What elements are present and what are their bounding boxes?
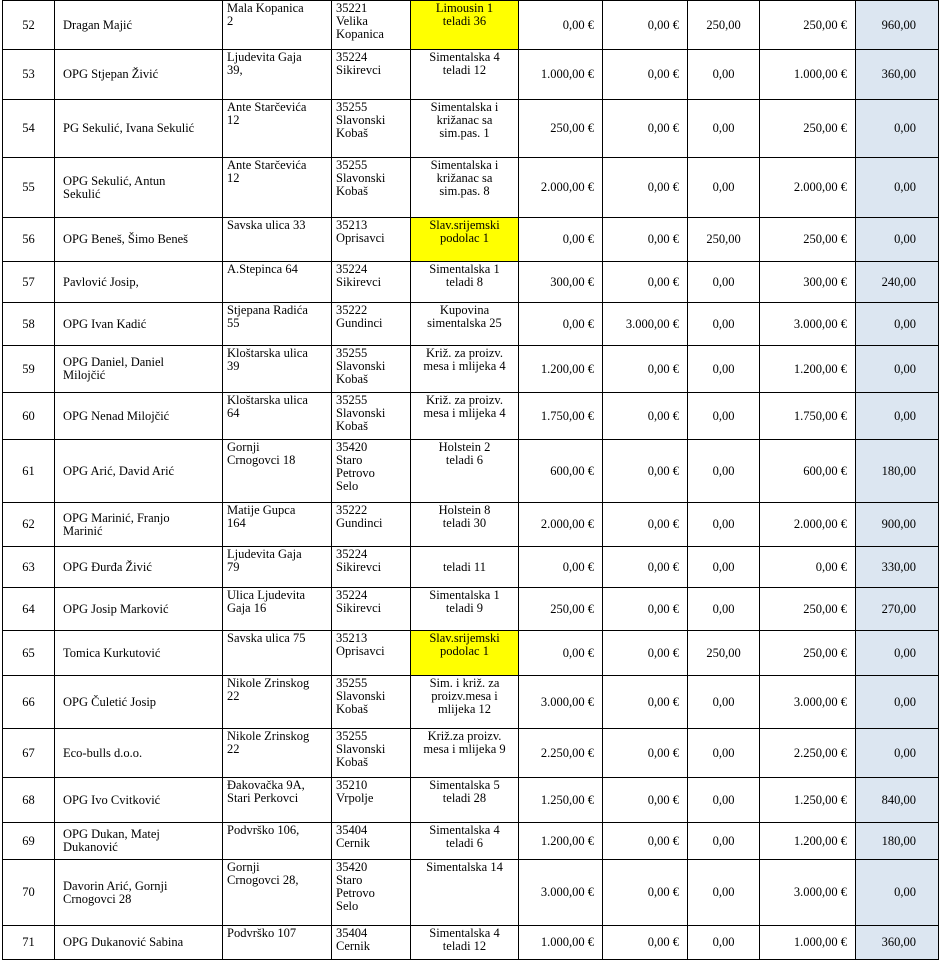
amount-a: 250,00 €	[519, 588, 603, 631]
table-row	[3, 926, 939, 960]
livestock-description: teladi 11	[411, 547, 519, 588]
table-body	[3, 1, 939, 960]
address-cell: Nikole Zrinskog 22	[223, 729, 332, 778]
address-cell: Kloštarska ulica 39	[223, 346, 332, 393]
amount-a: 2.000,00 €	[519, 158, 603, 218]
address-cell: Ulica Ljudevita Gaja 16	[223, 588, 332, 631]
amount-b: 0,00 €	[603, 926, 688, 960]
amount-c: 0,00	[688, 262, 760, 303]
address-cell: Đakovačka 9A, Stari Perkovci	[223, 778, 332, 823]
applicant-name: Eco-bulls d.o.o.	[55, 729, 223, 778]
postal-place-cell: 35420 Staro Petrovo Selo	[332, 860, 411, 926]
amount-b: 0,00 €	[603, 100, 688, 158]
applicant-name: OPG Đurđa Živić	[55, 547, 223, 588]
livestock-description: Holstein 2 teladi 6	[411, 440, 519, 503]
amount-a: 300,00 €	[519, 262, 603, 303]
data-table	[2, 0, 939, 960]
applicant-name: OPG Nenad Milojčić	[55, 393, 223, 440]
amount-c: 0,00	[688, 729, 760, 778]
table-row	[3, 778, 939, 823]
table-row	[3, 218, 939, 262]
address-cell: Ante Starčevića 12	[223, 158, 332, 218]
amount-calves: 840,00	[856, 778, 939, 823]
address-cell: Ljudevita Gaja 39,	[223, 50, 332, 100]
amount-a: 600,00 €	[519, 440, 603, 503]
amount-calves: 0,00	[856, 860, 939, 926]
applicant-name: OPG Josip Marković	[55, 588, 223, 631]
applicant-name: OPG Beneš, Šimo Beneš	[55, 218, 223, 262]
amount-total: 250,00 €	[760, 631, 856, 676]
amount-calves: 0,00	[856, 729, 939, 778]
amount-c: 250,00	[688, 218, 760, 262]
amount-c: 0,00	[688, 393, 760, 440]
amount-b: 0,00 €	[603, 729, 688, 778]
postal-place-cell: 35221 Velika Kopanica	[332, 1, 411, 50]
address-cell: A.Stepinca 64	[223, 262, 332, 303]
amount-total: 600,00 €	[760, 440, 856, 503]
amount-total: 1.000,00 €	[760, 926, 856, 960]
amount-b: 0,00 €	[603, 547, 688, 588]
postal-place-cell: 35255 Slavonski Kobaš	[332, 393, 411, 440]
postal-place-cell: 35420 Staro Petrovo Selo	[332, 440, 411, 503]
row-number: 68	[3, 778, 55, 823]
applicant-name: OPG Marinić, Franjo Marinić	[55, 503, 223, 547]
row-number: 56	[3, 218, 55, 262]
postal-place-cell: 35213 Oprisavci	[332, 218, 411, 262]
amount-total: 3.000,00 €	[760, 303, 856, 346]
amount-a: 0,00 €	[519, 218, 603, 262]
row-number: 55	[3, 158, 55, 218]
row-number: 64	[3, 588, 55, 631]
amount-total: 1.200,00 €	[760, 823, 856, 860]
amount-total: 2.000,00 €	[760, 158, 856, 218]
row-number: 63	[3, 547, 55, 588]
amount-b: 0,00 €	[603, 440, 688, 503]
livestock-description: Simentalska 4 teladi 12	[411, 50, 519, 100]
postal-place-cell: 35222 Gundinci	[332, 503, 411, 547]
address-cell: Ljudevita Gaja 79	[223, 547, 332, 588]
livestock-description: Simentalska 1 teladi 9	[411, 588, 519, 631]
amount-c: 0,00	[688, 100, 760, 158]
applicant-name: OPG Ivo Cvitković	[55, 778, 223, 823]
table-row	[3, 503, 939, 547]
amount-calves: 0,00	[856, 100, 939, 158]
amount-calves: 900,00	[856, 503, 939, 547]
amount-a: 2.250,00 €	[519, 729, 603, 778]
livestock-description: Slav.srijemski podolac 1	[411, 631, 519, 676]
amount-calves: 240,00	[856, 262, 939, 303]
postal-place-cell: 35404 Cernik	[332, 823, 411, 860]
postal-place-cell: 35404 Cernik	[332, 926, 411, 960]
applicant-name: OPG Stjepan Živić	[55, 50, 223, 100]
table-row	[3, 346, 939, 393]
applicant-name: Pavlović Josip,	[55, 262, 223, 303]
amount-total: 250,00 €	[760, 218, 856, 262]
amount-total: 300,00 €	[760, 262, 856, 303]
amount-a: 0,00 €	[519, 303, 603, 346]
table-row	[3, 50, 939, 100]
table-row	[3, 158, 939, 218]
livestock-description: Simentalska 4 teladi 6	[411, 823, 519, 860]
amount-b: 0,00 €	[603, 393, 688, 440]
amount-total: 2.000,00 €	[760, 503, 856, 547]
amount-a: 2.000,00 €	[519, 503, 603, 547]
row-number: 65	[3, 631, 55, 676]
amount-calves: 180,00	[856, 440, 939, 503]
amount-calves: 0,00	[856, 158, 939, 218]
amount-b: 0,00 €	[603, 158, 688, 218]
amount-c: 0,00	[688, 676, 760, 729]
row-number: 54	[3, 100, 55, 158]
livestock-description: Križ. za proizv. mesa i mlijeka 4	[411, 346, 519, 393]
row-number: 67	[3, 729, 55, 778]
amount-b: 0,00 €	[603, 631, 688, 676]
amount-calves: 330,00	[856, 547, 939, 588]
applicant-name: Davorin Arić, Gornji Crnogovci 28	[55, 860, 223, 926]
amount-b: 0,00 €	[603, 346, 688, 393]
amount-total: 250,00 €	[760, 1, 856, 50]
amount-c: 0,00	[688, 588, 760, 631]
amount-c: 0,00	[688, 503, 760, 547]
amount-b: 0,00 €	[603, 823, 688, 860]
table-row	[3, 440, 939, 503]
amount-a: 1.250,00 €	[519, 778, 603, 823]
address-cell: Mala Kopanica 2	[223, 1, 332, 50]
amount-calves: 270,00	[856, 588, 939, 631]
amount-c: 0,00	[688, 303, 760, 346]
amount-a: 1.000,00 €	[519, 926, 603, 960]
postal-place-cell: 35224 Sikirevci	[332, 588, 411, 631]
address-cell: Gornji Crnogovci 28,	[223, 860, 332, 926]
postal-place-cell: 35222 Gundinci	[332, 303, 411, 346]
amount-c: 0,00	[688, 346, 760, 393]
applicant-name: Dragan Majić	[55, 1, 223, 50]
table-row	[3, 676, 939, 729]
table-row	[3, 1, 939, 50]
table-row	[3, 100, 939, 158]
amount-c: 0,00	[688, 547, 760, 588]
amount-total: 250,00 €	[760, 588, 856, 631]
amount-b: 0,00 €	[603, 778, 688, 823]
amount-total: 1.250,00 €	[760, 778, 856, 823]
table-wrapper	[2, 0, 939, 960]
table-row	[3, 393, 939, 440]
amount-b: 0,00 €	[603, 676, 688, 729]
amount-b: 3.000,00 €	[603, 303, 688, 346]
amount-a: 1.750,00 €	[519, 393, 603, 440]
table-row	[3, 860, 939, 926]
amount-total: 250,00 €	[760, 100, 856, 158]
postal-place-cell: 35255 Slavonski Kobaš	[332, 158, 411, 218]
postal-place-cell: 35224 Sikirevci	[332, 262, 411, 303]
amount-c: 250,00	[688, 631, 760, 676]
amount-b: 0,00 €	[603, 1, 688, 50]
row-number: 59	[3, 346, 55, 393]
livestock-description: Simentalska i križanac sa sim.pas. 1	[411, 100, 519, 158]
applicant-name: Tomica Kurkutović	[55, 631, 223, 676]
address-cell: Savska ulica 33	[223, 218, 332, 262]
amount-c: 250,00	[688, 1, 760, 50]
livestock-description: Simentalska 5 teladi 28	[411, 778, 519, 823]
amount-calves: 0,00	[856, 303, 939, 346]
amount-total: 1.200,00 €	[760, 346, 856, 393]
applicant-name: OPG Daniel, Daniel Milojčić	[55, 346, 223, 393]
amount-c: 0,00	[688, 860, 760, 926]
row-number: 58	[3, 303, 55, 346]
amount-c: 0,00	[688, 50, 760, 100]
row-number: 71	[3, 926, 55, 960]
address-cell: Podvrško 107	[223, 926, 332, 960]
table-row	[3, 729, 939, 778]
amount-a: 3.000,00 €	[519, 860, 603, 926]
table-row	[3, 262, 939, 303]
row-number: 62	[3, 503, 55, 547]
livestock-description: Slav.srijemski podolac 1	[411, 218, 519, 262]
amount-calves: 0,00	[856, 393, 939, 440]
livestock-description: Simentalska 14	[411, 860, 519, 926]
amount-c: 0,00	[688, 823, 760, 860]
livestock-description: Sim. i križ. za proizv.mesa i mlijeka 12	[411, 676, 519, 729]
amount-calves: 360,00	[856, 50, 939, 100]
amount-calves: 0,00	[856, 631, 939, 676]
address-cell: Gornji Crnogovci 18	[223, 440, 332, 503]
row-number: 69	[3, 823, 55, 860]
amount-calves: 0,00	[856, 346, 939, 393]
amount-b: 0,00 €	[603, 50, 688, 100]
address-cell: Kloštarska ulica 64	[223, 393, 332, 440]
table-row	[3, 631, 939, 676]
amount-c: 0,00	[688, 440, 760, 503]
postal-place-cell: 35210 Vrpolje	[332, 778, 411, 823]
amount-c: 0,00	[688, 926, 760, 960]
address-cell: Ante Starčevića 12	[223, 100, 332, 158]
livestock-description: Križ. za proizv. mesa i mlijeka 4	[411, 393, 519, 440]
amount-total: 3.000,00 €	[760, 676, 856, 729]
livestock-description: Simentalska 1 teladi 8	[411, 262, 519, 303]
amount-total: 0,00 €	[760, 547, 856, 588]
applicant-name: PG Sekulić, Ivana Sekulić	[55, 100, 223, 158]
row-number: 66	[3, 676, 55, 729]
livestock-description: Križ.za proizv. mesa i mlijeka 9	[411, 729, 519, 778]
address-cell: Podvrško 106,	[223, 823, 332, 860]
amount-a: 3.000,00 €	[519, 676, 603, 729]
address-cell: Savska ulica 75	[223, 631, 332, 676]
livestock-description: Limousin 1 teladi 36	[411, 1, 519, 50]
amount-b: 0,00 €	[603, 860, 688, 926]
amount-total: 1.750,00 €	[760, 393, 856, 440]
amount-total: 2.250,00 €	[760, 729, 856, 778]
amount-a: 1.000,00 €	[519, 50, 603, 100]
livestock-description: Simentalska 4 teladi 12	[411, 926, 519, 960]
livestock-description: Kupovina simentalska 25	[411, 303, 519, 346]
livestock-description: Holstein 8 teladi 30	[411, 503, 519, 547]
row-number: 53	[3, 50, 55, 100]
table-row	[3, 303, 939, 346]
amount-a: 0,00 €	[519, 631, 603, 676]
applicant-name: OPG Dukan, Matej Dukanović	[55, 823, 223, 860]
amount-a: 1.200,00 €	[519, 346, 603, 393]
amount-c: 0,00	[688, 778, 760, 823]
postal-place-cell: 35255 Slavonski Kobaš	[332, 729, 411, 778]
amount-a: 250,00 €	[519, 100, 603, 158]
amount-calves: 960,00	[856, 1, 939, 50]
row-number: 60	[3, 393, 55, 440]
row-number: 52	[3, 1, 55, 50]
postal-place-cell: 35255 Slavonski Kobaš	[332, 100, 411, 158]
table-row	[3, 588, 939, 631]
amount-a: 1.200,00 €	[519, 823, 603, 860]
table-row	[3, 547, 939, 588]
amount-b: 0,00 €	[603, 588, 688, 631]
amount-a: 0,00 €	[519, 1, 603, 50]
applicant-name: OPG Ivan Kadić	[55, 303, 223, 346]
postal-place-cell: 35224 Sikirevci	[332, 547, 411, 588]
applicant-name: OPG Sekulić, Antun Sekulić	[55, 158, 223, 218]
postal-place-cell: 35255 Slavonski Kobaš	[332, 346, 411, 393]
applicant-name: OPG Dukanović Sabina	[55, 926, 223, 960]
applicant-name: OPG Čuletić Josip	[55, 676, 223, 729]
applicant-name: OPG Arić, David Arić	[55, 440, 223, 503]
row-number: 70	[3, 860, 55, 926]
amount-total: 3.000,00 €	[760, 860, 856, 926]
amount-c: 0,00	[688, 158, 760, 218]
amount-a: 0,00 €	[519, 547, 603, 588]
amount-calves: 0,00	[856, 676, 939, 729]
table-row	[3, 823, 939, 860]
address-cell: Stjepana Radića 55	[223, 303, 332, 346]
row-number: 61	[3, 440, 55, 503]
amount-total: 1.000,00 €	[760, 50, 856, 100]
amount-calves: 360,00	[856, 926, 939, 960]
amount-b: 0,00 €	[603, 262, 688, 303]
livestock-description: Simentalska i križanac sa sim.pas. 8	[411, 158, 519, 218]
amount-calves: 180,00	[856, 823, 939, 860]
amount-b: 0,00 €	[603, 218, 688, 262]
postal-place-cell: 35224 Sikirevci	[332, 50, 411, 100]
amount-calves: 0,00	[856, 218, 939, 262]
postal-place-cell: 35213 Oprisavci	[332, 631, 411, 676]
row-number: 57	[3, 262, 55, 303]
address-cell: Nikole Zrinskog 22	[223, 676, 332, 729]
postal-place-cell: 35255 Slavonski Kobaš	[332, 676, 411, 729]
amount-b: 0,00 €	[603, 503, 688, 547]
address-cell: Matije Gupca 164	[223, 503, 332, 547]
